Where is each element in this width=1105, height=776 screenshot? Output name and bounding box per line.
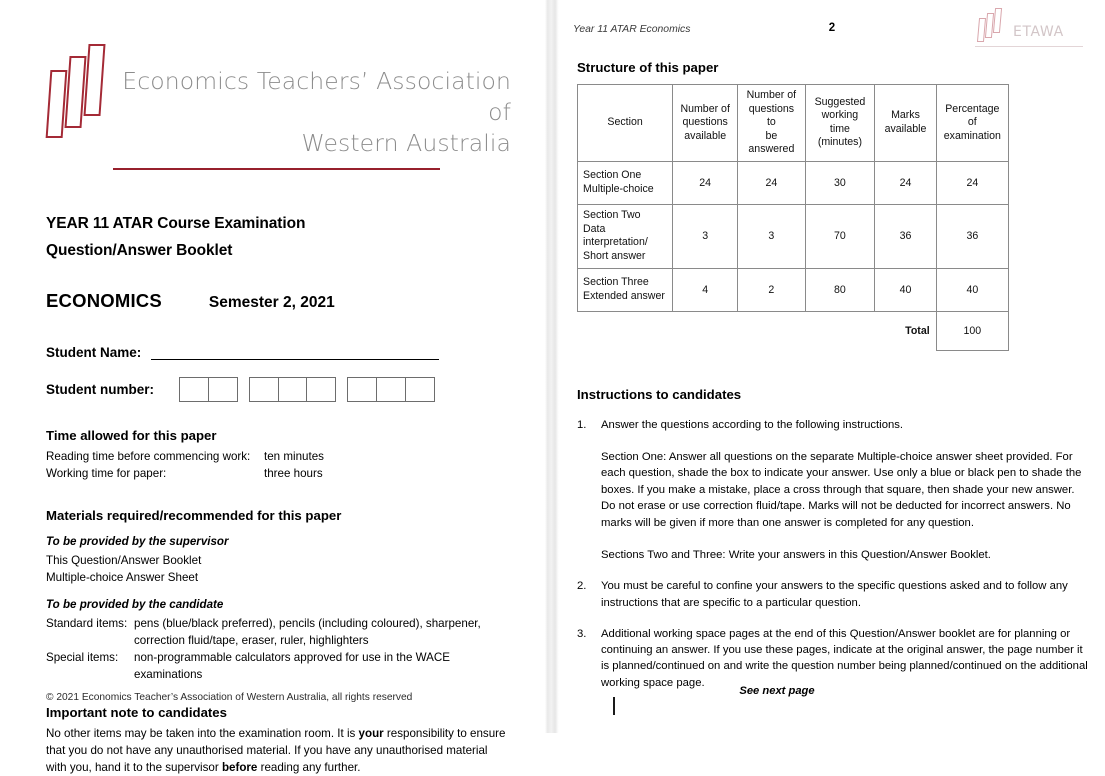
table-row (578, 161, 1009, 204)
instruction-number: 2. (577, 580, 587, 593)
mini-logo-divider (975, 46, 1083, 47)
exam-title-line-1: YEAR 11 ATAR Course Examination (46, 215, 306, 233)
total-spacer (578, 311, 673, 350)
th-line: (minutes) (817, 136, 862, 149)
standard-items-label: Standard items: (46, 617, 128, 631)
working-time-label: Working time for paper: (46, 466, 167, 480)
special-items-value: non-programmable calculators approved for use in the WACE examinations (134, 651, 450, 681)
cell-marks-available: 24 (875, 161, 936, 204)
section-line: Extended answer (583, 289, 665, 302)
table-row (578, 204, 1009, 268)
time-allowed-heading: Time allowed for this paper (46, 428, 217, 444)
student-number-box[interactable] (405, 377, 435, 402)
th-line: of (967, 116, 977, 129)
brand-header (46, 44, 511, 159)
subject-name: ECONOMICS (46, 290, 162, 312)
copyright-notice: © 2021 Economics Teacher’s Association of Western Australia, all rights reserved (46, 692, 413, 703)
supervisor-heading: To be provided by the supervisor (46, 535, 229, 549)
cell-working-time: 80 (805, 268, 875, 311)
instruction-1-sub-1: Section One: Answer all questions on the separate Multiple-choice answer sheet provided. For each question, shade the box to indicate your answer. Use only a blue or black pen to shade the boxes. If you make a mistake, place a cross through that square, then shade your new answer. Do not erase or use correction fluid/tape. Marks will not be deducted for incorrect answers. No marks will be given if more than one answer is completed for any question. (601, 451, 1082, 529)
time-allowed-row (46, 466, 511, 482)
text-cursor (613, 697, 615, 715)
important-note-body (46, 726, 511, 776)
th-line: questions to (748, 102, 795, 129)
working-time-value: three hours (264, 466, 323, 480)
cell-questions-to-answer: 3 (738, 204, 805, 268)
structure-table-body (578, 161, 1009, 350)
time-allowed-row (46, 449, 511, 465)
student-number-row (46, 377, 511, 402)
total-spacer (673, 311, 738, 350)
reading-time-value: ten minutes (264, 450, 324, 464)
structure-heading: Structure of this paper (577, 60, 719, 75)
student-number-box[interactable] (278, 377, 308, 402)
cell-questions-available: 3 (673, 204, 738, 268)
th-line: be answered (748, 129, 795, 156)
th-section (578, 85, 673, 162)
cell-marks-available: 36 (875, 204, 936, 268)
th-line: available (684, 129, 727, 142)
th-line: Number of (746, 89, 797, 101)
organisation-line-2: Western Australia (301, 129, 511, 158)
student-number-box[interactable] (249, 377, 279, 402)
cell-percentage: 40 (936, 268, 1008, 311)
th-working-time (805, 85, 875, 162)
th-line: Marks (891, 109, 920, 122)
footer-see-next-page: See next page (739, 685, 815, 697)
th-line: working time (821, 109, 859, 135)
total-value: 100 (936, 311, 1008, 350)
table-header-row (578, 85, 1009, 162)
instruction-text: Additional working space pages at the end of this Question/Answer booklet are for planning or continuing an answer. If you use these pages, indicate at the original answer, the page number it is planned/continued on and write the question number being planned/continued on the additional working space page. (601, 627, 1088, 689)
candidate-heading: To be provided by the candidate (46, 598, 224, 612)
supervisor-item: Multiple-choice Answer Sheet (46, 570, 199, 584)
mini-logo-bar-3 (993, 8, 1002, 33)
student-number-group-1 (179, 377, 238, 402)
reading-time-label: Reading time before commencing work: (46, 450, 251, 464)
running-header (573, 20, 1089, 60)
table-total-row (578, 311, 1009, 350)
instruction-text: Answer the questions according to the following instructions. (601, 418, 904, 431)
total-label: Total (905, 325, 930, 338)
instruction-item-1 (573, 417, 1089, 433)
student-number-group-2 (249, 377, 337, 402)
structure-table (577, 84, 1009, 351)
student-number-box[interactable] (376, 377, 406, 402)
structure-table-head (578, 85, 1009, 162)
special-items-label: Special items: (46, 651, 119, 665)
instruction-text: You must be careful to confine your answers to the specific questions asked and to follow any instructions that are specific to a particular question. (601, 580, 1068, 609)
student-name-label: Student Name: (46, 345, 142, 361)
logo-bar-3 (83, 44, 105, 116)
important-note-heading: Important note to candidates (46, 704, 227, 720)
instruction-1-sub-2: Sections Two and Three: Write your answers in this Question/Answer Booklet. (601, 548, 991, 561)
page-two (559, 0, 1105, 733)
th-line: available (884, 122, 927, 135)
th-line: questions (682, 116, 728, 129)
th-questions-available (673, 85, 738, 162)
instruction-number: 1. (577, 418, 587, 431)
cell-questions-available: 24 (673, 161, 738, 204)
student-number-box[interactable] (306, 377, 336, 402)
section-line: Data interpretation/ (583, 222, 648, 249)
th-line: Suggested (814, 95, 866, 108)
th-section-line: Section (607, 116, 643, 129)
cell-percentage: 24 (936, 161, 1008, 204)
student-number-group-3 (347, 377, 435, 402)
th-line: Number of (680, 102, 730, 115)
note-bold-2: before (221, 760, 258, 774)
section-line: Short answer (583, 250, 646, 263)
candidate-item (46, 616, 511, 649)
cell-percentage: 36 (936, 204, 1008, 268)
th-percentage (936, 85, 1008, 162)
cover-content (46, 44, 511, 776)
instruction-item-2 (573, 578, 1089, 611)
instruction-item-3 (573, 626, 1089, 691)
materials-heading: Materials required/recommended for this paper (46, 508, 342, 524)
supervisor-item: This Question/Answer Booklet (46, 554, 202, 568)
student-number-label: Student number: (46, 382, 154, 398)
page-two-content (573, 60, 1089, 691)
candidate-item (46, 650, 511, 683)
cell-questions-to-answer: 2 (738, 268, 805, 311)
etawa-logo-icon (46, 44, 108, 140)
cell-questions-available: 4 (673, 268, 738, 311)
th-questions-to-answer (738, 85, 805, 162)
page-gutter (545, 0, 559, 733)
table-row (578, 268, 1009, 311)
mini-logo-bars (977, 8, 1007, 42)
section-line: Multiple-choice (583, 182, 654, 195)
cell-working-time: 70 (805, 204, 875, 268)
standard-items-value: pens (blue/black preferred), pencils (including coloured), sharpener, correction fluid/tape, eraser, ruler, highlighters (134, 617, 481, 647)
semester-label: Semester 2, 2021 (208, 294, 335, 312)
brand-divider (113, 168, 440, 170)
student-number-box[interactable] (347, 377, 377, 402)
note-part-3: reading any further. (257, 760, 361, 774)
cell-marks-available: 40 (875, 268, 936, 311)
cell-section (578, 268, 673, 311)
th-line: examination (943, 129, 1001, 142)
logo-bar-2 (64, 56, 86, 128)
student-name-row (46, 345, 511, 360)
student-name-input[interactable] (151, 346, 439, 360)
cell-working-time: 30 (805, 161, 875, 204)
note-bold-1: your (358, 726, 384, 740)
note-part-1: No other items may be taken into the examination room. It is (46, 726, 359, 740)
th-marks-available (875, 85, 936, 162)
mini-logo-text: ETAWA (1013, 24, 1064, 40)
organisation-name (120, 44, 511, 159)
student-number-input[interactable] (179, 377, 435, 402)
instructions-heading: Instructions to candidates (577, 386, 742, 402)
etawa-logo-small-icon (971, 20, 1089, 60)
page-number: 2 (828, 22, 836, 34)
student-number-box[interactable] (179, 377, 209, 402)
note-part-2: responsibility to ensure that you do not have any unauthorised material. If you have any unauthorised material with you, hand it to the supervisor (46, 726, 506, 774)
cell-section (578, 204, 673, 268)
total-spacer (738, 311, 805, 350)
organisation-line-1: Economics Teachers’ Association of (122, 67, 511, 127)
section-line: Section Three (583, 276, 649, 289)
student-number-box[interactable] (208, 377, 238, 402)
section-line: Section One (583, 168, 642, 181)
exam-title-line-2: Question/Answer Booklet (46, 241, 233, 259)
th-line: Percentage (945, 102, 1000, 115)
total-spacer (805, 311, 875, 350)
subject-row (46, 290, 511, 312)
running-title: Year 11 ATAR Economics (573, 24, 691, 35)
instruction-number: 3. (577, 627, 587, 640)
cell-section (578, 161, 673, 204)
cover-page (0, 0, 545, 774)
cell-questions-to-answer: 24 (738, 161, 805, 204)
page-title (46, 211, 511, 264)
section-line: Section Two (583, 208, 641, 221)
